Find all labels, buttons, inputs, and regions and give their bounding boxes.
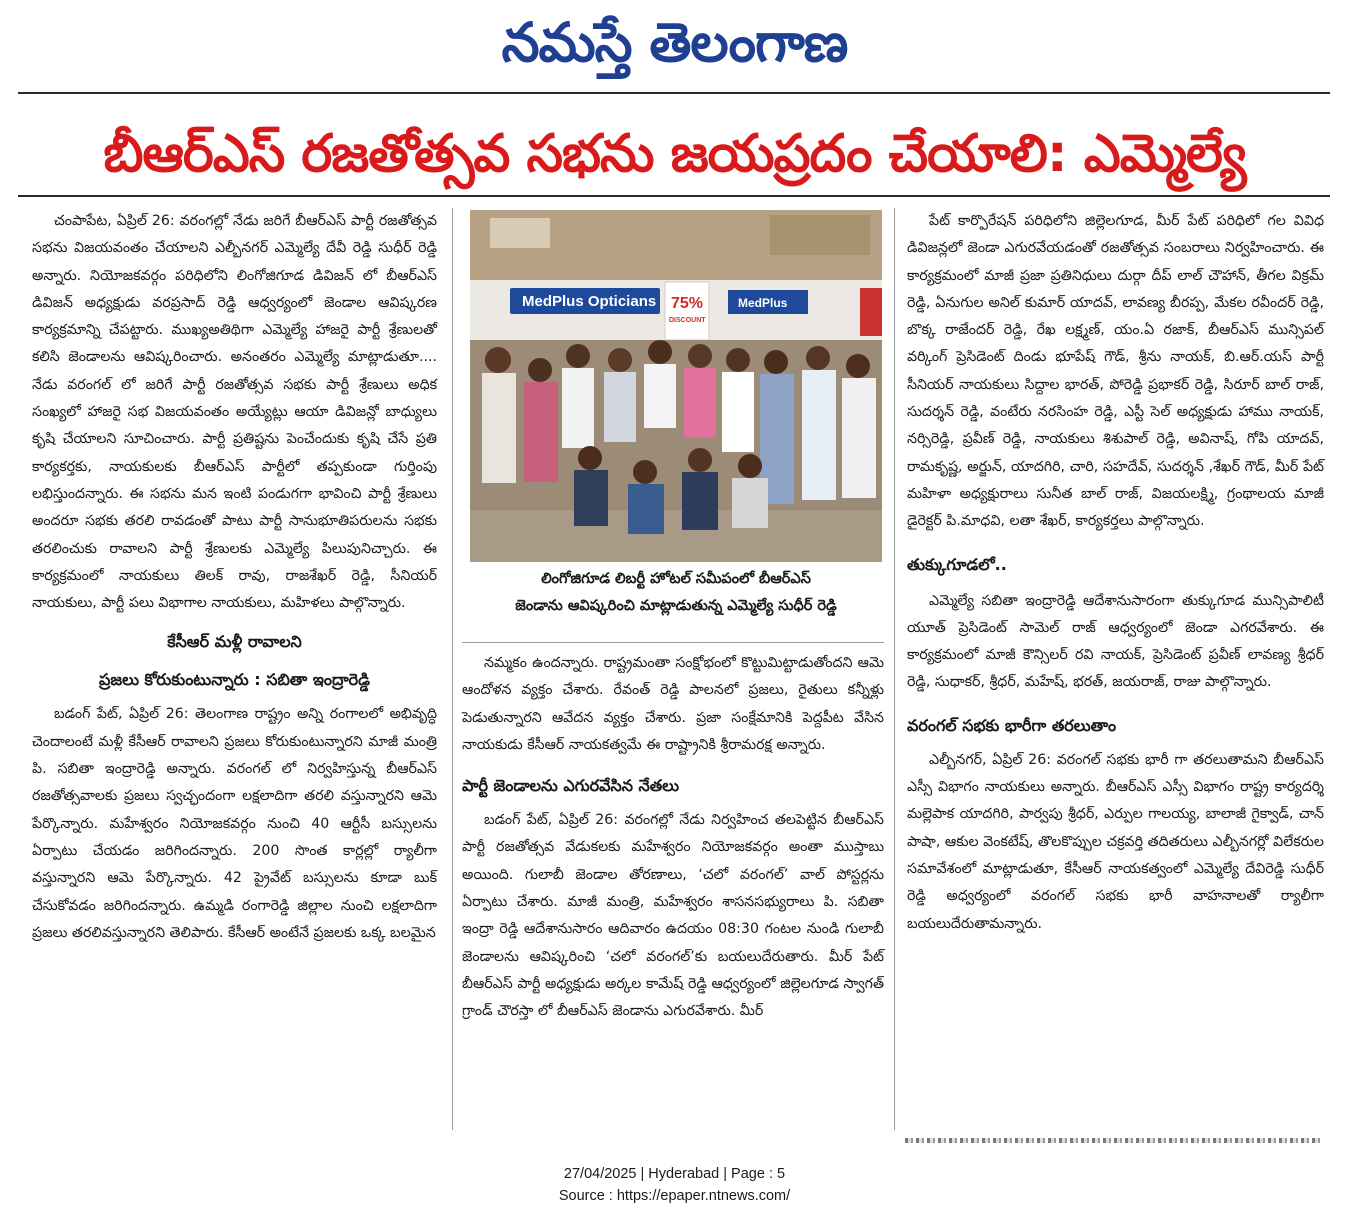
article-paragraph: బడంగ్ పేట్, ఏప్రిల్ 26: వరంగల్లో నేడు నిర్వహించ తలపెట్టిన బీఆర్ఎస్ పార్టీ రజతోత్సవ వేడుకలకు మహేశ్వరం నియోజకవర్గం అంతా ముస్తాబు అయింది. గులాబీ జెండాల తోరణాలు, ‘చలో వరంగల్’ వాల్ పోస్టర్లను ఏర్పాటు చేశారు. మాజీ మంత్రి, మహేశ్వరం శాసనసభ్యురాలు పి. సబితా ఇంద్రా రెడ్డి ఆదేశానుసారం ఆదివారం ఉదయం 08:30 గంటల నుండి గులాబీ జెండాలను ఆవిష్కరించి ‘చలో వరంగల్’కు బయలుదేరుతారు. మీర్ పేట్ బీఆర్ఎస్ పార్టీ అధ్యక్షుడు అర్కల కామేష్ రెడ్డి ఆధ్వర్యంలో జిల్లెలగూడ స్వాగత్ గ్రాండ్ చౌరస్తా లో బీఆర్ఎస్ జెండాను ఎగురవేశారు. మీర్ bbox=[462, 812, 884, 1020]
photo-caption bbox=[470, 566, 882, 620]
footer-source-line: Source : https://epaper.ntnews.com/ bbox=[558, 1188, 791, 1204]
article-paragraph: బడంగ్ పేట్, ఏప్రిల్ 26: తెలంగాణ రాష్ట్రం అన్ని రంగాలలో అభివృద్ధి చెందాలంటే మళ్లీ కేసీఆర్ రావాలని ప్రజలు కోరుకుంటున్నారని మాజీ మంత్రి పి. సబితా ఇంద్రారెడ్డి అన్నారు. వరంగల్ లో నిర్వహిస్తున్న బీఆర్ఎస్ రజతోత్సవాలకు ప్రజలు స్వచ్ఛందంగా లక్షలాదిగా తరలి వస్తున్నారని ఆమె పేర్కొన్నారు. మహేశ్వరం నియోజకవర్గం నుంచి 40 ఆర్టీసీ బస్సులను ఏర్పాటు చేయడం జరిగిందన్నారు. 200 సొంత కార్లల్లో ర్యాలీగా వస్తున్నారని ఆమె పేర్కొన్నారు. 42 ప్రైవేట్ బస్సులను కూడా బుక్ చేసుకోవడం జరిగిందన్నారు. ఉమ్మడి రంగారెడ్డి జిల్లాల నుంచి లక్షలాదిగా ప్రజలు తరలివస్తున్నారని తెలిపారు. కేసీఆర్ అంటేనే ప్రజలకు ఒక్క బలమైన bbox=[32, 706, 437, 941]
masthead-rule bbox=[18, 92, 1330, 94]
headline: బీఆర్ఎస్ రజతోత్సవ సభను జయప్రదం చేయాలి: ఎమ్మెల్యే bbox=[103, 124, 1246, 184]
article-paragraph: చంపాపేట, ఏప్రిల్ 26: వరంగల్లో నేడు జరిగే బీఆర్ఎస్ పార్టీ రజతోత్సవ సభను విజయవంతం చేయాలని ఎల్బీనగర్ ఎమ్మెల్యే దేవీ రెడ్డి సుధీర్ రెడ్డి అన్నారు. నియోజకవర్గం పరిధిలోని లింగోజిగూడ డివిజన్ లో బీఆర్ఎస్ డివిజన్ అధ్యక్షుడు వరప్రసాద్ రెడ్డి ఆధ్వర్యంలో జెండాల ఆవిష్కరణ కార్యక్రమాన్ని చేపట్టారు. ముఖ్యఅతిథిగా ఎమ్మెల్యే హాజరై పార్టీ శ్రేణులతో కలిసి జెండాలను ఆవిష్కరించారు. అనంతరం ఎమ్మెల్యే మాట్లాడుతూ.... నేడు వరంగల్ లో జరిగే పార్టీ రజతోత్సవ సభకు పార్టీ శ్రేణులు అధిక సంఖ్యలో హాజరై సభ విజయవంతం అయ్యేట్లు ఆయా డివిజన్లో బాధ్యులు కృషి చేయాలని సూచించారు. పార్టీ ప్రతిష్టను పెంచేందుకు కృషి చేసే ప్రతి కార్యకర్తకు, నాయకులకు బీఆర్ఎస్ పార్టీలో తప్పకుండా గుర్తింపు లభిస్తుందన్నారు. ఈ సభను మన ఇంటి పండుగగా భావించి పార్టీ శ్రేణులు అందరూ సభకు తరలి రావడంతో పాటు పార్టీ సానుభూతిపరులను సభకు తరలించుకు రావాలని పార్టీ శ్రేణులకు ఎమ్మెల్యే పిలుపునిచ్చారు. ఈ కార్యక్రమంలో నాయకులు తిలక్ రావు, రాజశేఖర్ రెడ్డి, సీనియర్ నాయకులు, పార్టీ పలు విభాగాల నాయకులు, మహిళలు పాల్గొన్నారు. bbox=[32, 213, 437, 612]
column-divider-left bbox=[452, 208, 453, 1130]
article-paragraph: పేట్ కార్పొరేషన్ పరిధిలోని జిల్లెలగూడ, మీర్ పేట్ పరిధిలో గల వివిధ డివిజన్లలో జెండా ఎగురవేయడంతో రజతోత్సవ సంబరాలు నిర్వహించారు. ఈ కార్యక్రమంలో మాజీ ప్రజా ప్రతినిధులు దుర్గా దీప్ లాల్ చౌహాన్, తీగల విక్రమ్ రెడ్డి, ఏనుగుల అనిల్ కుమార్ యాదవ్, లావణ్య బీరప్ప, మేకల రవీందర్ రెడ్డి, బొక్క రాజేందర్ రెడ్డి, రేఖ లక్ష్మణ్, యం.ఏ రజాక్, బీఆర్ఎస్ మున్సిపల్ వర్కింగ్ ప్రెసిడెంట్ దిండు భూపేష్ గౌడ్, శ్రీను నాయక్, బి.ఆర్.యస్ పార్టీ సీనియర్ నాయకులు సిద్దాల భారత్, పోరెడ్డి ప్రభాకర్ రెడ్డి, సిరూర్ బాల్ రాజ్, సుదర్శన్ రెడ్డి, వంటేరు నరసింహ రెడ్డి, ఎస్టీ సెల్ అధ్యక్షుడు హాము నాయక్, నర్సిరెడ్డి, ప్రవీణ్ రెడ్డి, నాయకులు శిశుపాల్ రెడ్డి, అవినాష్, గోపి యాదవ్, రామకృష్ణ, అర్జున్, యాదగిరి, చారి, సహదేవ్, సుదర్శన్ ,శేఖర్ గౌడ్, మీర్ పేట్ మహిళా అధ్యక్షురాలు సునీత బాల్ రాజ్, విజయలక్ష్మి, గ్రంథాలయ మాజీ డైరెక్టర్ పి.మాధవి, లతా శేఖర్, కార్యకర్తలు పాల్గొన్నారు. bbox=[907, 213, 1324, 530]
article-paragraph: ఎమ్మెల్యే సబితా ఇంద్రారెడ్డి ఆదేశానుసారంగా తుక్కుగూడ మున్సిపాలిటీ యూత్ ప్రెసిడెంట్ సామెల్ రాజ్ ఆధ్వర్యంలో జెండా ఎగరవేశారు. ఈ కార్యక్రమంలో మాజీ కౌన్సిలర్ రవి నాయక్, ప్రెసిడెంట్ ప్రవీణ్ లావణ్య శ్రీధర్ రెడ్డి, సుధాకర్, శ్రీధర్, మహేష్, భరత్, జయరాజ్, రాజు పాల్గొన్నారు. bbox=[907, 592, 1324, 691]
decorative-strip bbox=[905, 1138, 1322, 1143]
article-paragraph: నమ్మకం ఉందన్నారు. రాష్ట్రమంతా సంక్షోభంలో కొట్టుమిట్టాడుతోందని ఆమె ఆందోళన వ్యక్తం చేశారు. రేవంత్ రెడ్డి పాలనలో ప్రజలు, రైతులు కన్నీళ్లు పెడుతున్నారని ఆవేదన వ్యక్తం చేశారు. ప్రజా సంక్షేమానికి పెద్దపీట వేసిన నాయకుడు కేసీఆర్ నాయకత్వమే ఈ రాష్ట్రానికి శ్రీరామరక్ష అన్నారు. bbox=[462, 655, 884, 753]
caption-line: జెండాను ఆవిష్కరించి మాట్లాడుతున్న ఎమ్మెల్యే సుధీర్ రెడ్డి bbox=[515, 598, 837, 614]
headline-rule bbox=[18, 195, 1330, 197]
subheading: ప్రజలు కోరుకుంటున్నారు : సబితా ఇంద్రారెడ్డి bbox=[99, 670, 370, 690]
subheading: కేసీఆర్ మళ్లీ రావాలని bbox=[167, 632, 302, 652]
caption-line: లింగోజిగూడ లిబర్టీ హోటల్ సమీపంలో బీఆర్ఎస్ bbox=[541, 571, 811, 587]
article-column-2 bbox=[462, 650, 884, 1026]
sign-discount-percent: 75% bbox=[671, 295, 704, 312]
caption-rule bbox=[462, 642, 884, 643]
article-paragraph: ఎల్బీనగర్, ఏప్రిల్ 26: వరంగల్ సభకు భారీ గా తరలుతామని బీఆర్ఎస్ ఎస్సీ విభాగం నాయకులు అన్నారు. బీఆర్ఎస్ ఎస్సీ విభాగం రాష్ట్ర కార్యదర్శి మల్లెపాక యాదగిరి, పార్వపు శ్రీధర్, ఎర్పుల గాలయ్య, బాలాజీ గైక్వాడ్, చాన్ పాషా, ఆకుల వెంకటేష్, తొలకొప్పుల చక్రవర్తి తదితరులు ఎల్బీనగర్లో విలేకరుల సమావేశంలో మాట్లాడుతూ, కేసీఆర్ నాయకత్వంలో ఎమ్మెల్యే దేవిరెడ్డి సుధీర్ రెడ్డి అధ్వర్యంలో వరంగల్ సభకు భారీ వాహనాలతో ర్యాలీగా బయలుదేరుతామన్నారు. bbox=[907, 751, 1324, 932]
sign-discount-word: DISCOUNT bbox=[669, 317, 706, 324]
column-divider-right bbox=[894, 208, 895, 1130]
article-column-3 bbox=[907, 208, 1324, 938]
photo-illustration bbox=[470, 210, 882, 562]
sign-medplus-right: MedPlus bbox=[738, 296, 788, 310]
footer-date-line: 27/04/2025 | Hyderabad | Page : 5 bbox=[563, 1166, 786, 1182]
masthead-title: నమస్తే తెలంగాణ bbox=[501, 10, 848, 74]
subheading: తుక్కుగూడలో.. bbox=[907, 554, 1007, 574]
subheading: వరంగల్ సభకు భారీగా తరలుతాం bbox=[907, 715, 1117, 735]
article-column-1 bbox=[32, 208, 437, 947]
news-photo bbox=[470, 210, 882, 562]
sign-medplus: MedPlus Opticians bbox=[522, 293, 657, 310]
subheading: పార్టీ జెండాలను ఎగురవేసిన నేతలు bbox=[462, 776, 680, 796]
